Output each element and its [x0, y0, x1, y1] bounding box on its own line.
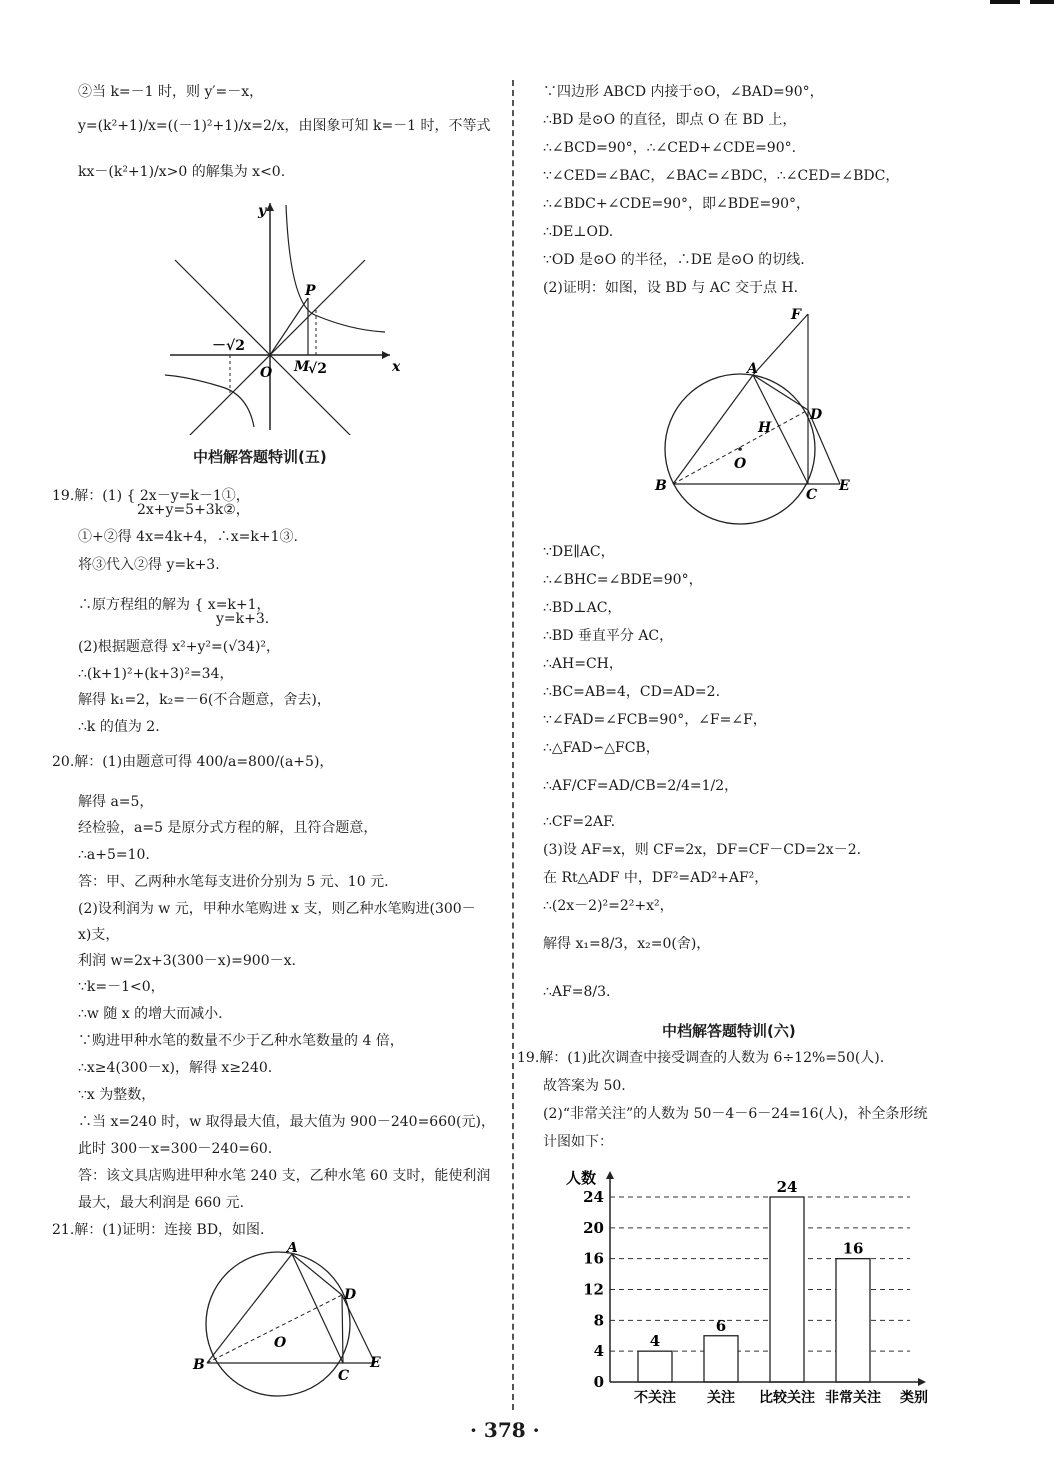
segment-AD: [292, 1254, 342, 1295]
circle-figure-bottom-left: [190, 1242, 390, 1407]
label-D: D: [344, 1287, 357, 1303]
segment-BD: [207, 1295, 342, 1363]
text-line: 19.解：(1)此次调查中接受调查的人数为 6÷12%=50(人).: [517, 1050, 885, 1066]
section-title-5: 中档解答题特训(五): [193, 448, 327, 466]
segment-AC: [292, 1254, 343, 1363]
text-line: y=k+3.: [216, 611, 270, 627]
label-O: O: [274, 1335, 287, 1351]
text-line: ∴BC=AB=4，CD=AD=2.: [543, 684, 721, 700]
y-tick-label: 8: [593, 1311, 604, 1330]
y-axis-arrow: [266, 203, 274, 211]
y-tick-label: 0: [593, 1373, 604, 1391]
text-line: ∵∠FAD=∠FCB=90°，∠F=∠F，: [543, 712, 767, 728]
label-neg-root2: －√2: [212, 338, 245, 354]
hyperbola-branch-q3: [165, 375, 254, 427]
bar-chart: [555, 1165, 945, 1410]
label-E: E: [839, 478, 850, 494]
column-divider: [512, 80, 514, 1410]
label-B: B: [193, 1357, 205, 1373]
text-line: ∴AF=8/3.: [543, 984, 611, 1000]
category-label: 非常关注: [825, 1390, 881, 1406]
text-line: ∵k=－1<0，: [78, 979, 165, 995]
text-line: ∵OD 是⊙O 的半径，∴DE 是⊙O 的切线.: [543, 252, 805, 268]
label-root2: √2: [308, 361, 327, 377]
text-line: ∴∠BCD=90°，∴∠CED+∠CDE=90°.: [543, 140, 797, 156]
label-y: y: [258, 203, 267, 219]
text-line: ∴a+5=10.: [78, 847, 150, 863]
label-F: F: [791, 307, 801, 323]
text-line: 在 Rt△ADF 中，DF²=AD²+AF²，: [543, 870, 769, 886]
text-line: (2)设利润为 w 元，甲种水笔购进 x 支，则乙种水笔购进(300－: [78, 901, 476, 917]
text-line: ∴AF/CF=AD/CB=2/4=1/2，: [543, 778, 739, 794]
text-line: ∴k 的值为 2.: [78, 719, 160, 735]
text-line: 19.解：(1) { 2x－y=k－1①，: [52, 488, 250, 504]
bar-value-label: 16: [842, 1239, 864, 1258]
chart-ticks: [583, 1188, 604, 1391]
y-tick-label: 12: [583, 1280, 604, 1299]
text-line: ①+②得 4x=4k+4，∴x=k+1③.: [78, 529, 298, 545]
text-line: ∴(k+1)²+(k+3)²=34，: [78, 666, 234, 682]
text-line: ∴CF=2AF.: [543, 814, 616, 830]
y-tick-label: 24: [583, 1188, 604, 1206]
hyperbola-branch-q1: [286, 205, 385, 332]
bar-0: [638, 1351, 672, 1382]
label-P: P: [305, 283, 316, 299]
top-decor-bar-1: [990, 0, 1020, 4]
section-title-6: 中档解答题特训(六): [662, 1022, 796, 1040]
label-D: D: [810, 407, 823, 423]
text-line: ∴DE⊥OD.: [543, 224, 614, 240]
text-line: kx－(k²+1)/x>0 的解集为 x<0.: [78, 164, 286, 180]
text-line: (3)设 AF=x，则 CF=2x，DF=CF－CD=2x－2.: [543, 842, 862, 858]
text-line: y=(k²+1)/x=((－1)²+1)/x=2/x，由图象可知 k=－1 时，不等式: [78, 118, 491, 134]
label-x: x: [392, 359, 400, 375]
text-line: ∵DE∥AC，: [543, 544, 615, 560]
text-line: 计图如下：: [543, 1134, 613, 1150]
text-line: 2x+y=5+3k②，: [137, 502, 250, 518]
segment-OP: [270, 298, 308, 355]
text-line: ∴原方程组的解为 { x=k+1，: [78, 597, 271, 613]
label-B: B: [655, 478, 667, 494]
label-E: E: [370, 1355, 381, 1371]
y-tick-label: 16: [583, 1249, 604, 1268]
x-axis-arrow: [918, 1378, 926, 1386]
text-line: ∴∠BDC+∠CDE=90°，即∠BDE=90°，: [543, 196, 811, 212]
text-line: ∵x 为整数，: [78, 1087, 156, 1103]
text-line: 最大，最大利润是 660 元.: [78, 1195, 245, 1211]
page-number: · 378 ·: [470, 1418, 540, 1442]
label-H: H: [758, 420, 772, 436]
y-tick-label: 4: [593, 1342, 604, 1361]
center-dot: [738, 447, 742, 451]
category-label: 关注: [707, 1390, 735, 1406]
bar-1: [704, 1336, 738, 1382]
text-line: 解得 a=5，: [78, 794, 154, 810]
bar-2: [770, 1197, 804, 1382]
text-line: ∴∠BHC=∠BDE=90°，: [543, 572, 703, 588]
text-line: 解得 k₁=2，k₂=－6(不合题意，舍去)，: [78, 692, 331, 708]
label-C: C: [338, 1368, 350, 1384]
text-line: ∴w 随 x 的增大而减小.: [78, 1006, 223, 1022]
text-line: 21.解：(1)证明：连接 BD，如图.: [52, 1222, 265, 1238]
bar-value-label: 4: [649, 1332, 661, 1351]
text-line: ∵购进甲种水笔的数量不少于乙种水笔数量的 4 倍，: [78, 1033, 404, 1049]
text-line: 经检验，a=5 是原分式方程的解，且符合题意，: [78, 820, 378, 836]
bar-value-label: 24: [776, 1178, 798, 1196]
text-line: 解得 x₁=8/3，x₂=0(舍)，: [543, 936, 711, 952]
text-line: 答：甲、乙两种水笔每支进价分别为 5 元、10 元.: [78, 874, 389, 890]
text-line: 将③代入②得 y=k+3.: [78, 557, 220, 573]
y-axis-label: 人数: [566, 1169, 597, 1187]
label-O: O: [734, 456, 747, 472]
text-line: 答：该文具店购进甲种水笔 240 支，乙种水笔 60 支时，能使利润: [78, 1168, 491, 1184]
text-line: ∴x≥4(300－x)，解得 x≥240.: [78, 1060, 273, 1076]
text-line: ②当 k=－1 时，则 y′=－x，: [78, 84, 264, 100]
text-line: ∴(2x－2)²=2²+x²，: [543, 898, 674, 914]
label-M: M: [294, 359, 310, 375]
text-line: ∴BD 是⊙O 的直径，即点 O 在 BD 上，: [543, 112, 797, 128]
text-line: ∴△FAD∽△FCB，: [543, 740, 660, 756]
text-line: ∴当 x=240 时，w 取得最大值，最大值为 900－240=660(元)，: [78, 1114, 495, 1130]
text-line: (2)“非常关注”的人数为 50－4－6－24=16(人)，补全条形统: [543, 1106, 928, 1122]
bar-value-label: 6: [715, 1316, 727, 1335]
y-tick-label: 20: [583, 1218, 604, 1237]
text-line: 20.解：(1)由题意可得 400/a=800/(a+5)，: [52, 754, 334, 770]
y-axis-arrow: [606, 1171, 614, 1179]
text-line: 利润 w=2x+3(300－x)=900－x.: [78, 953, 296, 969]
segment-BD: [673, 410, 808, 484]
text-line: ∵∠CED=∠BAC，∠BAC=∠BDC，∴∠CED=∠BDC，: [543, 168, 900, 184]
top-decor-bar-2: [1030, 0, 1054, 4]
label-O: O: [260, 365, 273, 381]
circle-figure-top-right: [650, 302, 860, 527]
text-line: (2)证明：如图，设 BD 与 AC 交于点 H.: [543, 280, 799, 296]
text-line: (2)根据题意得 x²+y²=(√34)²，: [78, 639, 281, 655]
x-axis-arrow: [382, 351, 390, 359]
segment-DC: [342, 1295, 343, 1363]
bar-3: [836, 1259, 870, 1382]
text-line: ∴AH=CH，: [543, 656, 623, 672]
label-C: C: [806, 487, 818, 503]
category-label: 比较关注: [759, 1390, 815, 1406]
label-A: A: [747, 361, 758, 377]
segment-AF: [753, 314, 808, 375]
text-line: 故答案为 50.: [543, 1078, 626, 1094]
segment-DE: [342, 1295, 375, 1363]
chart-labels: [566, 1169, 928, 1406]
label-A: A: [287, 1242, 298, 1256]
text-line: 此时 300－x=300－240=60.: [78, 1141, 273, 1157]
text-line: ∴BD 垂直平分 AC，: [543, 628, 674, 644]
category-label: 不关注: [634, 1390, 676, 1406]
text-line: x)支，: [78, 927, 120, 943]
text-line: ∵四边形 ABCD 内接于⊙O，∠BAD=90°，: [543, 84, 824, 100]
text-line: ∴BD⊥AC，: [543, 600, 622, 616]
line-y-x: [170, 260, 365, 435]
x-axis-label: 类别: [900, 1390, 928, 1406]
hyperbola-graph-figure: [160, 195, 400, 435]
